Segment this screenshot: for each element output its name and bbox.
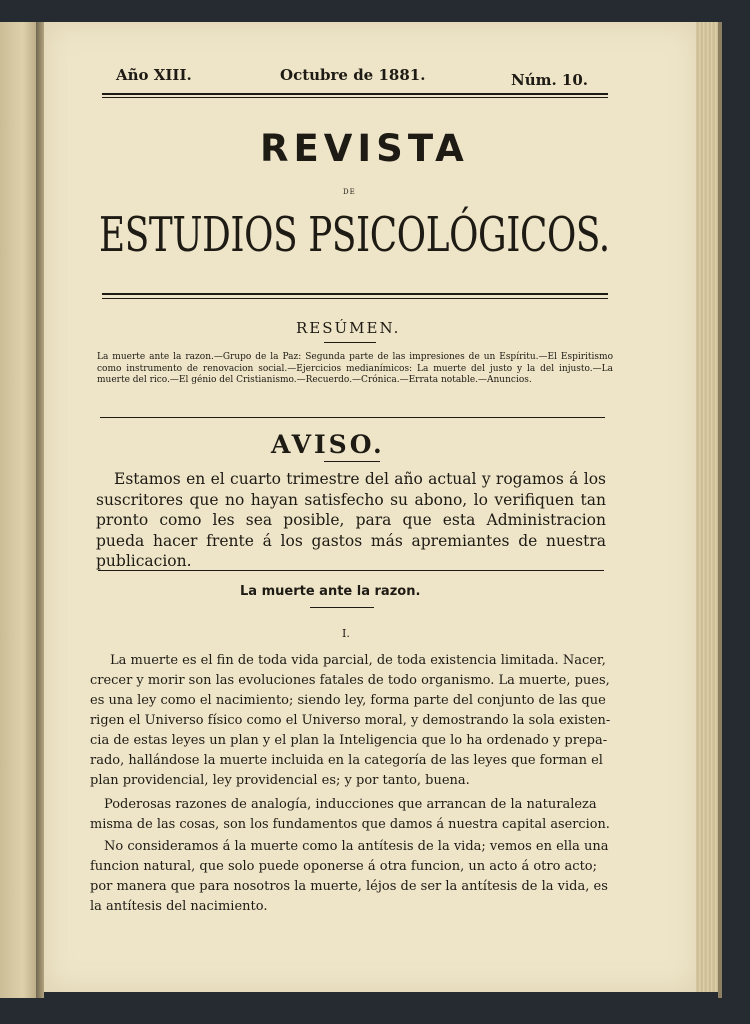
article-line: es una ley como el nacimiento; siendo ley, forma parte del conjunto de las que	[90, 693, 606, 708]
issue-number: Núm. 10.	[511, 71, 589, 89]
article-line: misma de las cosas, son los fundamentos que damos á nuestra capital asercion.	[90, 817, 610, 832]
article-line: rado, hallándose la muerte incluida en la categoría de las leyes que forman el	[90, 753, 603, 768]
masthead-title: ESTUDIOS PSICOLÓGICOS.	[99, 207, 610, 263]
issue-year: Año XIII.	[116, 66, 192, 84]
header-rule-thin	[102, 97, 608, 98]
article-line: rigen el Universo físico como el Universo moral, y demostrando la sola existen-	[90, 713, 611, 728]
book-gutter	[36, 22, 44, 998]
article-line: crecer y morir son las evoluciones fatales de todo organismo. La muerte, pues,	[90, 673, 610, 688]
masthead-connector: DE	[343, 188, 356, 196]
masthead-rule-thin	[102, 298, 608, 299]
notice-text: Estamos en el cuarto trimestre del año actual y rogamos á los suscritores que no hayan satisfecho su abono, lo verifiquen tan pronto como les sea posible, para que esta Administracion pueda hacer frente á los gastos más apremiantes de nuestra publicacion.	[96, 470, 606, 570]
left-page-edge	[0, 22, 38, 998]
article-line: Poderosas razones de analogía, inducciones que arrancan de la naturaleza	[104, 797, 597, 812]
notice-rule	[98, 570, 604, 571]
page-stack-edge	[696, 22, 720, 992]
issue-date: Octubre de 1881.	[280, 66, 426, 84]
notice-heading-underline	[324, 461, 380, 462]
page-edge-shadow	[718, 22, 722, 998]
article-line: funcion natural, que solo puede oponerse á otra funcion, un acto á otro acto;	[90, 859, 598, 874]
header-rule-thick	[102, 93, 608, 95]
notice-heading: AVISO.	[271, 430, 385, 459]
article-title-underline	[310, 607, 374, 608]
article-line: cia de estas leyes un plan y el plan la Inteligencia que lo ha ordenado y prepa-	[90, 733, 608, 748]
summary-rule	[100, 417, 605, 418]
masthead-rule-thick	[102, 293, 608, 295]
article-line: La muerte es el fin de toda vida parcial, de toda existencia limitada. Nacer,	[110, 653, 606, 668]
summary-heading-underline	[324, 342, 376, 343]
article-title: La muerte ante la razon.	[240, 584, 421, 599]
summary-text: La muerte ante la razon.—Grupo de la Paz: Segunda parte de las impresiones de un Espíritu.—El Espiritismo como instrumento de renovacion social.—Ejercicios medianímicos: La muerte del justo y la del injusto.—La muerte del rico.—El génio del Cristianismo.—Recuerdo.—Crónica.—Errata notable.—Anuncios.	[97, 352, 613, 385]
article-line: la antítesis del nacimiento.	[90, 899, 268, 914]
article-line: No consideramos á la muerte como la antítesis de la vida; vemos en ella una	[104, 839, 609, 854]
article-line: por manera que para nosotros la muerte, léjos de ser la antítesis de la vida, es	[90, 879, 608, 894]
summary-heading: RESÚMEN.	[296, 319, 401, 337]
masthead-revista: REVISTA	[260, 127, 469, 170]
article-section-number: I.	[342, 627, 350, 640]
article-line: plan providencial, ley providencial es; y por tanto, buena.	[90, 773, 470, 788]
